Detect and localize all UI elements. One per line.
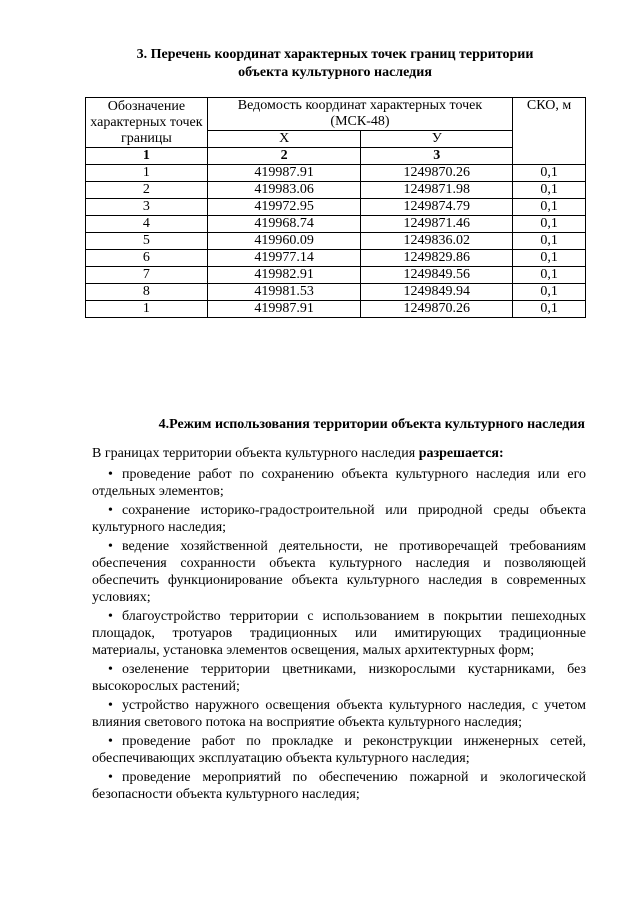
table-header-row [86,98,586,131]
x-value: 419960.09 [207,233,361,250]
point-id: 1 [86,301,208,318]
header-sko-label: СКО, м [513,98,586,165]
y-value: 1249849.56 [361,267,513,284]
table-row [86,199,586,216]
x-value: 419987.91 [207,165,361,182]
table-row [86,233,586,250]
y-value: 1249874.79 [361,199,513,216]
y-value: 1249871.46 [361,216,513,233]
table-row [86,267,586,284]
bullet-icon: • [108,503,113,518]
list-item [92,733,586,767]
section-3-title-line-1: 3. Перечень координат характерных точек границ территории [136,47,534,62]
list-item [92,661,586,695]
bullet-icon: • [108,609,113,624]
list-item-text: проведение работ по прокладке и реконструкции инженерных сетей, обеспечивающих эксплуатацию объекта культурного наследия; [92,734,586,766]
x-value: 419987.91 [207,301,361,318]
y-value: 1249836.02 [361,233,513,250]
table-row [86,250,586,267]
table-row [86,165,586,182]
intro-bold-text: разрешается: [418,446,504,461]
point-id: 2 [86,182,208,199]
sko-value: 0,1 [513,199,586,216]
table-row [86,284,586,301]
x-value: 419977.14 [207,250,361,267]
x-value: 419983.06 [207,182,361,199]
section-4-body [92,445,586,805]
bullet-icon: • [108,539,113,554]
x-value: 419981.53 [207,284,361,301]
section-4-title: 4.Режим использования территории объекта культурного наследия [158,417,585,432]
list-item [92,466,586,500]
list-item [92,538,586,606]
section-3-title-line-2: объекта культурного наследия [238,65,432,80]
y-value: 1249829.86 [361,250,513,267]
list-item-text: благоустройство территории с использованием в покрытии пешеходных площадок, тротуаров традиционных или имитирующих традиционные материалы, установка элементов освещения, малых архитектурных форм; [92,609,586,658]
table-row [86,216,586,233]
list-item-text: проведение мероприятий по обеспечению пожарной и экологической безопасности объекта культурного наследия; [92,770,586,802]
x-value: 419982.91 [207,267,361,284]
point-id: 7 [86,267,208,284]
bullet-icon: • [108,734,113,749]
header-x-label: Х [207,131,361,148]
y-value: 1249870.26 [361,301,513,318]
sko-value: 0,1 [513,284,586,301]
list-item [92,608,586,659]
intro-text: В границах территории объекта культурного наследия [92,446,419,461]
table-row [86,182,586,199]
point-id: 4 [86,216,208,233]
list-item [92,769,586,803]
coordinates-table [85,97,586,318]
sko-value: 0,1 [513,301,586,318]
point-id: 6 [86,250,208,267]
x-value: 419968.74 [207,216,361,233]
sko-value: 0,1 [513,165,586,182]
header-y-label: У [361,131,513,148]
list-item-text: сохранение историко-градостроительной или природной среды объекта культурного наследия; [92,503,586,535]
column-number: 1 [86,148,208,165]
header-coordinates-label: Ведомость координат характерных точек (МСК-48) [207,98,512,131]
section-3-title [85,46,585,82]
sko-value: 0,1 [513,267,586,284]
point-id: 3 [86,199,208,216]
column-number: 2 [207,148,361,165]
table-column-number-row [86,148,586,165]
bullet-icon: • [108,467,113,482]
bullet-icon: • [108,698,113,713]
list-item-text: озеленение территории цветниками, низкорослыми кустарниками, без высокорослых растений; [92,662,586,694]
x-value: 419972.95 [207,199,361,216]
bullet-icon: • [108,662,113,677]
column-number: 3 [361,148,513,165]
bullet-icon: • [108,770,113,785]
sko-value: 0,1 [513,216,586,233]
sko-value: 0,1 [513,250,586,267]
point-id: 8 [86,284,208,301]
y-value: 1249871.98 [361,182,513,199]
point-id: 1 [86,165,208,182]
y-value: 1249870.26 [361,165,513,182]
list-item [92,502,586,536]
list-item [92,697,586,731]
sko-value: 0,1 [513,182,586,199]
list-item-text: ведение хозяйственной деятельности, не противоречащей требованиям обеспечения сохранности объекта культурного наследия и позволяющей обеспечить функционирование объекта культурного наследия в современных условиях; [92,539,586,605]
point-id: 5 [86,233,208,250]
intro-paragraph [92,445,586,462]
sko-value: 0,1 [513,233,586,250]
table-row [86,301,586,318]
y-value: 1249849.94 [361,284,513,301]
list-item-text: устройство наружного освещения объекта культурного наследия, с учетом влияния светового потока на восприятие объекта культурного наследия; [92,698,586,730]
list-item-text: проведение работ по сохранению объекта культурного наследия или его отдельных элементов; [92,467,586,499]
header-point-label: Обозначение характерных точек границы [86,98,208,148]
